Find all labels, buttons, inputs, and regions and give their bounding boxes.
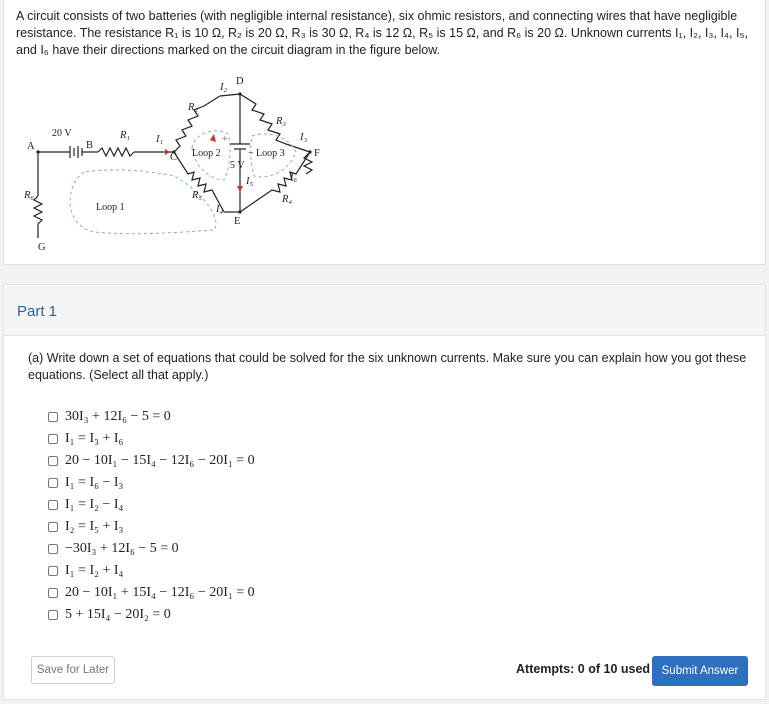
option-label: I₁ = I₆ − I₃ [65,475,124,490]
node-d-label: D [236,76,244,87]
battery-20v-label: 20 V [52,128,72,139]
option-label: 30I₃ + 12I₆ − 5 = 0 [65,409,171,424]
problem-card [3,0,766,265]
loop-2-label: Loop 2 [192,148,221,159]
i2-label: I₂ [220,82,228,93]
option-label: I₁ = I₂ + I₄ [65,563,124,578]
battery-minus-sign: − [248,148,254,159]
checkbox[interactable] [48,610,58,620]
option-item[interactable] [48,406,255,428]
i1-label: I₁ [156,134,164,145]
option-item[interactable] [48,582,255,604]
checkbox[interactable] [48,434,58,444]
option-label: I₁ = I₃ + I₆ [65,431,124,446]
option-item[interactable] [48,538,255,560]
i3-label: I₃ [300,132,308,143]
node-e-label: E [234,216,241,227]
option-item[interactable] [48,560,255,582]
option-label: I₁ = I₂ − I₄ [65,497,124,512]
node-b-label: B [86,140,94,151]
node-g-label: G [38,242,46,253]
circuit-diagram [24,76,334,262]
option-label: −30I₃ + 12I₆ − 5 = 0 [65,541,179,556]
checkbox[interactable] [48,478,58,488]
node-a-label: A [27,141,35,152]
r5-label: R₅ [192,190,203,201]
r3-label: R₃ [276,116,287,127]
checkbox[interactable] [48,412,58,422]
option-item[interactable] [48,450,255,472]
save-for-later-button[interactable]: Save for Later [31,656,115,684]
i4-label: I₄ [216,204,224,215]
attempts-counter: Attempts: 0 of 10 used [516,662,651,676]
part-header [3,284,766,336]
question-card [3,336,766,700]
checkbox[interactable] [48,456,58,466]
r2-label: R₂ [188,102,199,113]
checkbox[interactable] [48,544,58,554]
problem-statement: A circuit consists of two batteries (with negligible internal resistance), six ohmic resistors, and connecting wires that have negligible resistance. The resistance R₁ is 10 Ω, R₂ is 20 Ω, R₃ is 30 Ω, R₄ is 12 Ω, R₅ is 15 Ω, and R₆ is 20 Ω. Unknown currents I₁, I₂, I₃, I₄, I₅, and I₆ have their directions marked on the circuit diagram in the figure below. [16,9,748,57]
question-text: (a) Write down a set of equations that could be solved for the six unknown currents. Make sure you can explain how you got these equations. (Select all that apply.) [28,351,747,382]
option-label: I₂ = I₅ + I₃ [65,519,124,534]
option-label: 20 − 10I₁ + 15I₄ − 12I₆ − 20I₁ = 0 [65,585,255,600]
part-title: Part 1 [17,303,58,320]
battery-plus-sign: + [222,134,228,145]
option-label: 5 + 15I₄ − 20I₂ = 0 [65,607,171,622]
r6-label: R₆ [24,190,35,201]
r1-label: R₁ [120,130,131,141]
option-item[interactable] [48,494,255,516]
battery-5v-label: 5 V [230,160,245,171]
i6-label: I₆ [290,172,298,183]
node-f-label: F [314,148,320,159]
node-c-label: C [170,152,178,163]
checkbox[interactable] [48,588,58,598]
submit-answer-button[interactable]: Submit Answer [652,656,748,686]
loop-3-label: Loop 3 [256,148,285,159]
checkbox[interactable] [48,500,58,510]
option-label: 20 − 10I₁ − 15I₄ − 12I₆ − 20I₁ = 0 [65,453,255,468]
options-list [48,406,255,626]
checkbox[interactable] [48,566,58,576]
option-item[interactable] [48,516,255,538]
option-item[interactable] [48,604,255,626]
loop-1-label: Loop 1 [96,202,125,213]
r4-label: R₄ [282,194,293,205]
i5-label: I₅ [246,176,254,187]
option-item[interactable] [48,472,255,494]
option-item[interactable] [48,428,255,450]
checkbox[interactable] [48,522,58,532]
